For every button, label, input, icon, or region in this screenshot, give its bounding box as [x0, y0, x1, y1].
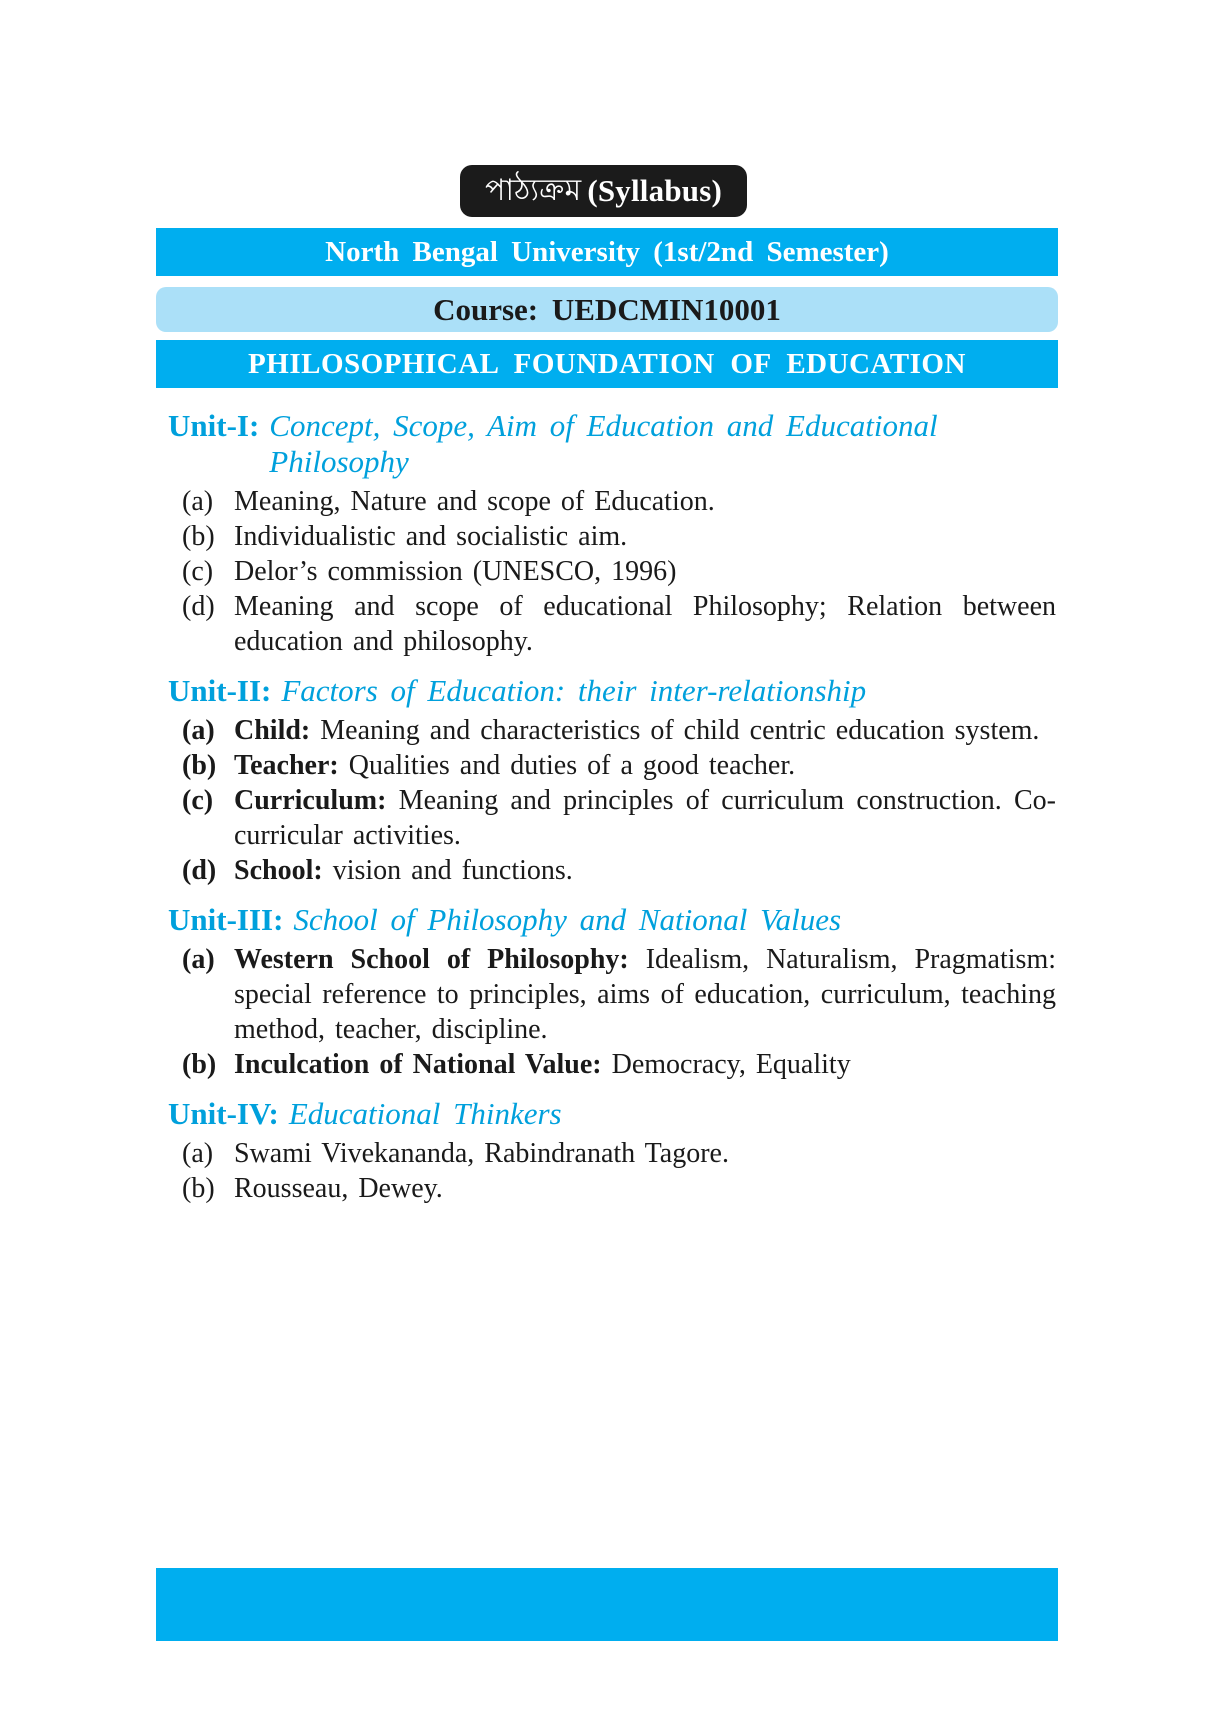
syllabus-content — [168, 408, 1056, 1220]
item-lead: Child: — [234, 715, 311, 746]
item-lead: Inculcation of National Value: — [234, 1049, 602, 1080]
list-item — [168, 1136, 1056, 1171]
list-item — [168, 589, 1056, 659]
unit-title: Concept, Scope, Aim of Education and Educational Philosophy — [269, 408, 938, 479]
item-marker: (a) — [182, 715, 215, 746]
item-text: vision and functions. — [322, 855, 573, 886]
item-marker: (b) — [182, 1049, 217, 1080]
item-marker: (a) — [182, 1138, 214, 1169]
item-lead: Teacher: — [234, 750, 339, 781]
syllabus-label-bengali: পাঠ্যক্রম — [484, 172, 582, 208]
item-text: Idealism, Naturalism, Pragmatism: special reference to principles, aims of education, curriculum, teaching method, teacher, discipline. — [234, 944, 1056, 1045]
item-text: Qualities and duties of a good teacher. — [338, 750, 796, 781]
list-item — [168, 519, 1056, 554]
unit-label: Unit-III: — [168, 902, 284, 937]
unit-title: Factors of Education: their inter-relationship — [281, 673, 867, 708]
item-marker: (d) — [182, 591, 215, 622]
university-banner: North Bengal University (1st/2nd Semester) — [156, 228, 1058, 276]
item-text: Swami Vivekananda, Rabindranath Tagore. — [234, 1138, 729, 1169]
syllabus-label — [460, 165, 747, 217]
item-marker: (a) — [182, 486, 214, 517]
list-item — [168, 853, 1056, 888]
item-lead: School: — [234, 855, 323, 886]
unit-heading — [168, 902, 1056, 938]
item-text: Rousseau, Dewey. — [234, 1173, 443, 1204]
item-text: Delor’s commission (UNESCO, 1996) — [234, 556, 677, 587]
unit-title: School of Philosophy and National Values — [293, 902, 842, 937]
list-item — [168, 748, 1056, 783]
unit-2 — [168, 673, 1056, 888]
unit-1 — [168, 408, 1056, 659]
list-item — [168, 484, 1056, 519]
unit-3 — [168, 902, 1056, 1082]
item-text: Meaning, Nature and scope of Education. — [234, 486, 715, 517]
unit-title: Educational Thinkers — [288, 1096, 562, 1131]
unit-label: Unit-I: — [168, 408, 260, 443]
item-lead: Curriculum: — [234, 785, 387, 816]
item-marker: (b) — [182, 1173, 215, 1204]
item-text: Meaning and characteristics of child centric education system. — [310, 715, 1040, 746]
item-marker: (d) — [182, 855, 217, 886]
item-text: Meaning and principles of curriculum construction. Co-curricular activities. — [234, 785, 1056, 851]
item-lead: Western School of Philosophy: — [234, 944, 629, 975]
item-text: Meaning and scope of educational Philosophy; Relation between education and philosophy. — [234, 591, 1056, 657]
item-text: Individualistic and socialistic aim. — [234, 521, 628, 552]
item-text: Democracy, Equality — [601, 1049, 851, 1080]
list-item — [168, 1047, 1056, 1082]
item-marker: (b) — [182, 750, 217, 781]
course-code-banner: Course: UEDCMIN10001 — [156, 287, 1058, 332]
unit-label: Unit-II: — [168, 673, 272, 708]
list-item — [168, 1171, 1056, 1206]
item-marker: (c) — [182, 785, 214, 816]
footer-band — [156, 1568, 1058, 1641]
unit-heading — [168, 1096, 1056, 1132]
unit-4 — [168, 1096, 1056, 1206]
unit-label: Unit-IV: — [168, 1096, 279, 1131]
item-marker: (a) — [182, 944, 215, 975]
unit-heading — [168, 408, 1056, 480]
list-item — [168, 942, 1056, 1047]
subject-title-banner: PHILOSOPHICAL FOUNDATION OF EDUCATION — [156, 340, 1058, 388]
list-item — [168, 713, 1056, 748]
unit-heading — [168, 673, 1056, 709]
syllabus-label-english: (Syllabus) — [587, 173, 722, 208]
list-item — [168, 783, 1056, 853]
list-item — [168, 554, 1056, 589]
item-marker: (b) — [182, 521, 215, 552]
item-marker: (c) — [182, 556, 214, 587]
